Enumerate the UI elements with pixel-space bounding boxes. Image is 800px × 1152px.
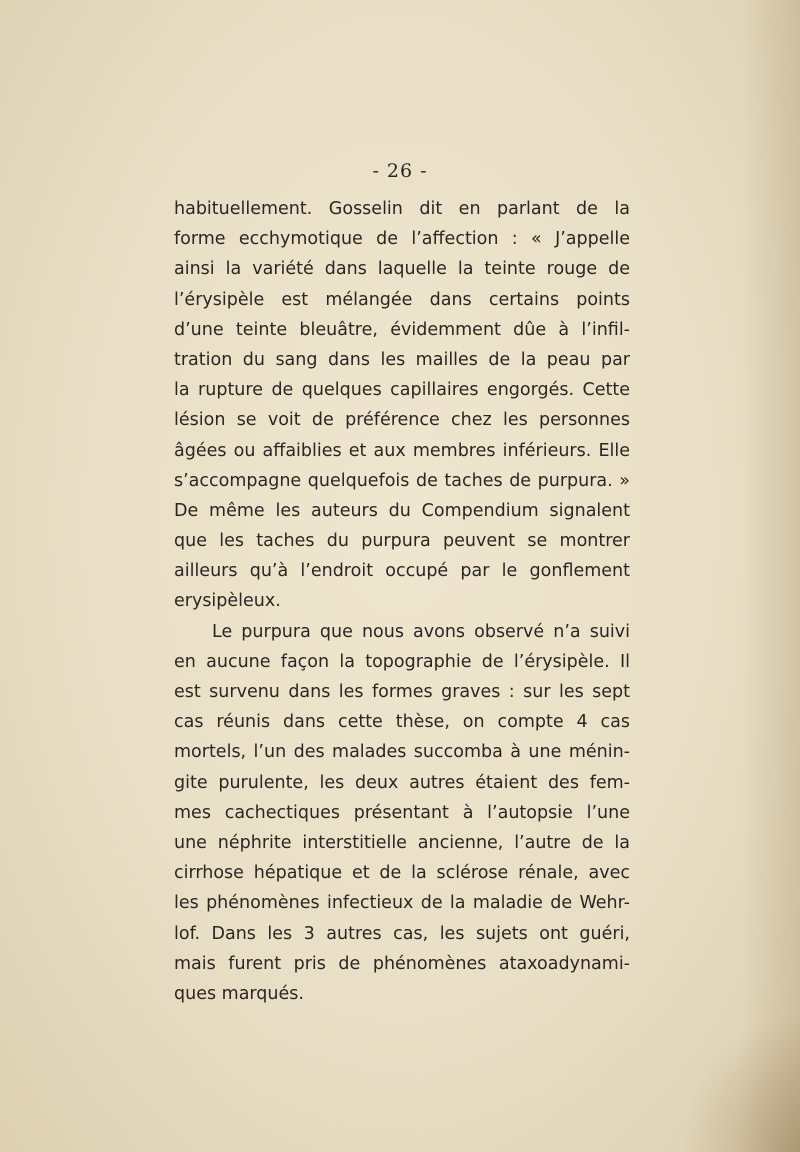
text-line: mes cachectiques présentant à l’autopsie l’une: [174, 802, 630, 823]
text-line: De même les auteurs du Compendium signalent: [174, 500, 630, 521]
text-line: Le purpura que nous avons observé n’a suivi: [212, 621, 630, 642]
text-line: cirrhose hépatique et de la sclérose rénale, avec: [174, 863, 630, 884]
page-corner-stain: [680, 1012, 800, 1152]
text-line: mortels, l’un des malades succomba à une ménin-: [174, 742, 630, 763]
text-line: erysipèleux.: [174, 591, 281, 612]
text-line: les phénomènes infectieux de la maladie de Wehr-: [174, 893, 630, 914]
text-line: forme ecchymotique de l’affection : « J’appelle: [174, 229, 630, 250]
text-line: ailleurs qu’à l’endroit occupé par le gonflement: [174, 561, 630, 582]
text-line: que les taches du purpura peuvent se montrer: [174, 531, 630, 552]
text-line: gite purulente, les deux autres étaient des fem-: [174, 772, 630, 793]
text-line: lésion se voit de préférence chez les personnes: [174, 410, 630, 431]
text-line: mais furent pris de phénomènes ataxoadynami-: [174, 953, 630, 974]
text-line: habituellement. Gosselin dit en parlant de la: [174, 199, 630, 219]
text-line: âgées ou affaiblies et aux membres inférieurs. Elle: [174, 440, 630, 461]
text-line: en aucune façon la topographie de l’érysipèle. Il: [174, 651, 630, 672]
page-number: - 26 -: [372, 160, 428, 182]
text-line: cas réunis dans cette thèse, on compte 4 cas: [174, 712, 630, 733]
body-text: [174, 194, 630, 1009]
text-line: la rupture de quelques capillaires engorgés. Cette: [174, 380, 630, 401]
text-line: l’érysipèle est mélangée dans certains points: [174, 289, 630, 310]
text-line: une néphrite interstitielle ancienne, l’autre de la: [174, 832, 630, 853]
text-line: tration du sang dans les mailles de la peau par: [174, 349, 630, 370]
text-line: ques marqués.: [174, 983, 304, 1004]
text-line: s’accompagne quelquefois de taches de purpura. »: [174, 470, 630, 491]
text-line: lof. Dans les 3 autres cas, les sujets ont guéri,: [174, 923, 630, 944]
text-line: ainsi la variété dans laquelle la teinte rouge de: [174, 259, 630, 280]
text-line: d’une teinte bleuâtre, évidemment dûe à l’infil-: [174, 319, 630, 340]
text-line: est survenu dans les formes graves : sur les sept: [174, 682, 630, 702]
